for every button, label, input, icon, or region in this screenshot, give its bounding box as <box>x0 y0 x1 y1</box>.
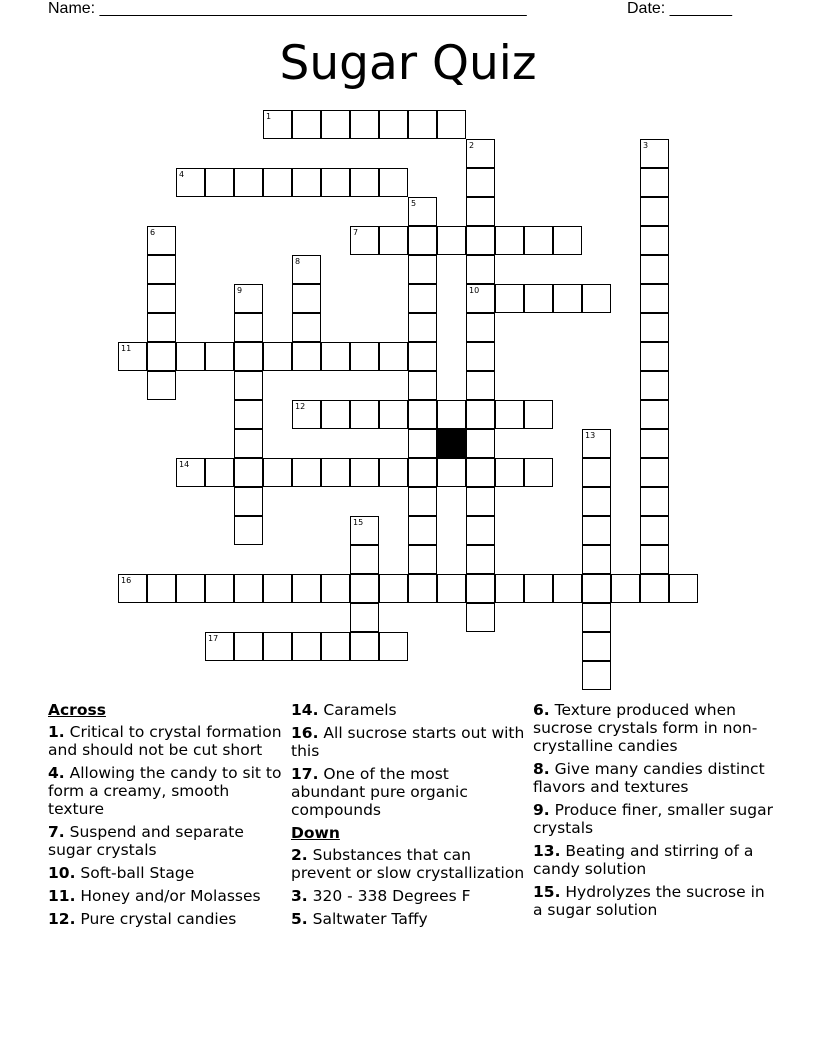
clue-item <box>48 910 284 928</box>
grid-cell[interactable] <box>321 168 350 197</box>
grid-cell[interactable] <box>524 458 553 487</box>
grid-cell[interactable] <box>582 516 611 545</box>
grid-cell[interactable] <box>147 371 176 400</box>
grid-cell[interactable] <box>408 284 437 313</box>
clue-text: Give many candies distinct flavors and textures <box>533 760 765 796</box>
grid-cell[interactable] <box>582 545 611 574</box>
grid-cell[interactable] <box>118 574 147 603</box>
clue-item <box>48 887 284 905</box>
grid-cell[interactable] <box>466 487 495 516</box>
grid-cell[interactable] <box>640 574 669 603</box>
grid-cell[interactable] <box>466 168 495 197</box>
grid-cell[interactable] <box>640 400 669 429</box>
grid-cell[interactable] <box>234 313 263 342</box>
grid-cell[interactable] <box>205 342 234 371</box>
grid-cell[interactable] <box>640 429 669 458</box>
clue-text: Pure crystal candies <box>80 910 237 928</box>
clue-text: All sucrose starts out with this <box>291 724 525 760</box>
grid-cell[interactable] <box>350 168 379 197</box>
grid-cell[interactable] <box>466 603 495 632</box>
grid-cell[interactable] <box>379 226 408 255</box>
clue-label: 9. <box>533 801 550 819</box>
clue-number: 7 <box>353 228 359 237</box>
grid-cell[interactable] <box>292 313 321 342</box>
grid-cell[interactable] <box>379 632 408 661</box>
clue-number: 13 <box>585 431 596 440</box>
grid-cell[interactable] <box>234 400 263 429</box>
grid-cell[interactable] <box>263 110 292 139</box>
grid-cell[interactable] <box>408 487 437 516</box>
grid-cell[interactable] <box>350 342 379 371</box>
clue-item <box>291 724 525 760</box>
grid-cell[interactable] <box>466 226 495 255</box>
clue-number: 2 <box>469 141 475 150</box>
grid-cell[interactable] <box>234 342 263 371</box>
clue-number: 9 <box>237 286 243 295</box>
grid-cell[interactable] <box>408 110 437 139</box>
clue-number: 5 <box>411 199 417 208</box>
clue-label: 14. <box>291 701 319 719</box>
grid-cell[interactable] <box>147 255 176 284</box>
grid-cell[interactable] <box>640 139 669 168</box>
grid-cell[interactable] <box>234 371 263 400</box>
grid-cell[interactable] <box>466 400 495 429</box>
grid-cell[interactable] <box>408 429 437 458</box>
clue-label: 4. <box>48 764 65 782</box>
clue-number: 3 <box>643 141 649 150</box>
grid-cell[interactable] <box>263 574 292 603</box>
grid-cell[interactable] <box>292 284 321 313</box>
clue-item <box>533 701 773 755</box>
grid-cell[interactable] <box>292 168 321 197</box>
grid-cell[interactable] <box>640 371 669 400</box>
grid-cell[interactable] <box>437 458 466 487</box>
grid-cell[interactable] <box>147 574 176 603</box>
clue-label: 2. <box>291 846 308 864</box>
grid-cell[interactable] <box>321 458 350 487</box>
grid-cell[interactable] <box>321 400 350 429</box>
clue-label: 7. <box>48 823 65 841</box>
clue-text: Beating and stirring of a candy solution <box>533 842 754 878</box>
grid-cell[interactable] <box>205 458 234 487</box>
grid-cell[interactable] <box>437 574 466 603</box>
clue-number: 11 <box>121 344 132 353</box>
clue-column-3 <box>533 701 773 924</box>
grid-cell[interactable] <box>379 574 408 603</box>
grid-cell[interactable] <box>350 632 379 661</box>
clue-number: 8 <box>295 257 301 266</box>
grid-cell[interactable] <box>263 632 292 661</box>
clue-item <box>291 765 525 819</box>
grid-cell[interactable] <box>466 313 495 342</box>
clue-label: 8. <box>533 760 550 778</box>
clue-number: 14 <box>179 460 190 469</box>
grid-cell[interactable] <box>669 574 698 603</box>
grid-cell[interactable] <box>582 574 611 603</box>
grid-cell[interactable] <box>292 342 321 371</box>
clue-text: Hydrolyzes the sucrose in a sugar solution <box>533 883 765 919</box>
grid-cell[interactable] <box>147 226 176 255</box>
clue-text: Produce finer, smaller sugar crystals <box>533 801 773 837</box>
grid-cell[interactable] <box>611 574 640 603</box>
grid-cell[interactable] <box>466 574 495 603</box>
clue-item <box>48 723 284 759</box>
clue-text: Saltwater Taffy <box>312 910 428 928</box>
grid-cell[interactable] <box>408 574 437 603</box>
grid-cell[interactable] <box>582 429 611 458</box>
grid-cell[interactable] <box>176 574 205 603</box>
grid-cell[interactable] <box>379 400 408 429</box>
grid-cell[interactable] <box>640 545 669 574</box>
grid-cell[interactable] <box>408 371 437 400</box>
grid-cell[interactable] <box>350 516 379 545</box>
grid-cell[interactable] <box>466 458 495 487</box>
clue-label: 17. <box>291 765 319 783</box>
clue-item <box>48 764 284 818</box>
grid-cell[interactable] <box>379 342 408 371</box>
clue-label: 11. <box>48 887 76 905</box>
grid-cell[interactable] <box>147 342 176 371</box>
clue-number: 17 <box>208 634 219 643</box>
grid-cell[interactable] <box>466 284 495 313</box>
grid-cell[interactable] <box>553 226 582 255</box>
grid-cell[interactable] <box>292 400 321 429</box>
grid-cell[interactable] <box>176 168 205 197</box>
across-heading: Across <box>48 701 106 719</box>
grid-cell[interactable] <box>466 197 495 226</box>
clue-item <box>291 887 525 905</box>
grid-cell[interactable] <box>321 574 350 603</box>
clue-number: 16 <box>121 576 132 585</box>
grid-cell[interactable] <box>408 342 437 371</box>
clue-item <box>291 846 525 882</box>
grid-cell[interactable] <box>582 632 611 661</box>
grid-cell[interactable] <box>234 168 263 197</box>
grid-cell[interactable] <box>524 400 553 429</box>
black-cell <box>437 429 466 458</box>
grid-cell[interactable] <box>495 574 524 603</box>
grid-cell[interactable] <box>379 168 408 197</box>
clue-number: 12 <box>295 402 306 411</box>
grid-cell[interactable] <box>640 458 669 487</box>
date-field[interactable]: Date: _______ <box>627 0 732 17</box>
grid-cell[interactable] <box>292 255 321 284</box>
grid-cell[interactable] <box>379 110 408 139</box>
grid-cell[interactable] <box>408 545 437 574</box>
grid-cell[interactable] <box>234 429 263 458</box>
grid-cell[interactable] <box>263 168 292 197</box>
clue-text: Substances that can prevent or slow crystallization <box>291 846 525 882</box>
grid-cell[interactable] <box>495 284 524 313</box>
clue-item <box>48 823 284 859</box>
clue-number: 6 <box>150 228 156 237</box>
grid-cell[interactable] <box>176 458 205 487</box>
grid-cell[interactable] <box>640 487 669 516</box>
clue-item <box>48 864 284 882</box>
clue-text: Texture produced when sucrose crystals form in non-crystalline candies <box>533 701 758 755</box>
grid-cell[interactable] <box>582 284 611 313</box>
clue-label: 15. <box>533 883 561 901</box>
grid-cell[interactable] <box>205 574 234 603</box>
clue-text: Honey and/or Molasses <box>80 887 261 905</box>
grid-cell[interactable] <box>147 284 176 313</box>
grid-cell[interactable] <box>640 255 669 284</box>
grid-cell[interactable] <box>582 458 611 487</box>
grid-cell[interactable] <box>466 516 495 545</box>
grid-cell[interactable] <box>466 255 495 284</box>
grid-cell[interactable] <box>640 197 669 226</box>
grid-cell[interactable] <box>408 400 437 429</box>
grid-cell[interactable] <box>321 342 350 371</box>
grid-cell[interactable] <box>640 313 669 342</box>
clue-text: Suspend and separate sugar crystals <box>48 823 244 859</box>
clue-number: 15 <box>353 518 364 527</box>
clue-label: 10. <box>48 864 76 882</box>
clue-text: Soft-ball Stage <box>80 864 195 882</box>
grid-cell[interactable] <box>466 342 495 371</box>
clue-item <box>533 883 773 919</box>
grid-cell[interactable] <box>466 371 495 400</box>
grid-cell[interactable] <box>176 342 205 371</box>
grid-cell[interactable] <box>640 342 669 371</box>
grid-cell[interactable] <box>379 458 408 487</box>
clue-column-2 <box>291 701 525 933</box>
clue-column-1 <box>48 701 284 933</box>
grid-cell[interactable] <box>408 516 437 545</box>
grid-cell[interactable] <box>350 545 379 574</box>
page-title: Sugar Quiz <box>279 36 537 91</box>
grid-cell[interactable] <box>408 255 437 284</box>
clue-label: 1. <box>48 723 65 741</box>
clue-item <box>533 842 773 878</box>
grid-cell[interactable] <box>350 574 379 603</box>
grid-cell[interactable] <box>640 168 669 197</box>
clue-item <box>533 801 773 837</box>
grid-cell[interactable] <box>205 168 234 197</box>
grid-cell[interactable] <box>495 458 524 487</box>
clue-label: 6. <box>533 701 550 719</box>
down-heading: Down <box>291 824 340 842</box>
grid-cell[interactable] <box>437 226 466 255</box>
clue-text: One of the most abundant pure organic compounds <box>291 765 468 819</box>
grid-cell[interactable] <box>408 458 437 487</box>
clue-number: 1 <box>266 112 272 121</box>
grid-cell[interactable] <box>263 458 292 487</box>
clue-text: Caramels <box>323 701 397 719</box>
clue-label: 5. <box>291 910 308 928</box>
clue-number: 10 <box>469 286 480 295</box>
clue-text: Allowing the candy to sit to form a creamy, smooth texture <box>48 764 282 818</box>
grid-cell[interactable] <box>147 313 176 342</box>
grid-cell[interactable] <box>292 458 321 487</box>
grid-cell[interactable] <box>234 284 263 313</box>
grid-cell[interactable] <box>582 487 611 516</box>
grid-cell[interactable] <box>263 342 292 371</box>
grid-cell[interactable] <box>408 197 437 226</box>
grid-cell[interactable] <box>495 400 524 429</box>
grid-cell[interactable] <box>553 574 582 603</box>
grid-cell[interactable] <box>408 226 437 255</box>
grid-cell[interactable] <box>466 139 495 168</box>
grid-cell[interactable] <box>466 429 495 458</box>
grid-cell[interactable] <box>495 226 524 255</box>
grid-cell[interactable] <box>408 313 437 342</box>
grid-cell[interactable] <box>640 226 669 255</box>
grid-cell[interactable] <box>350 226 379 255</box>
grid-cell[interactable] <box>234 516 263 545</box>
grid-cell[interactable] <box>640 284 669 313</box>
grid-cell[interactable] <box>234 458 263 487</box>
grid-cell[interactable] <box>350 458 379 487</box>
grid-cell[interactable] <box>437 110 466 139</box>
grid-cell[interactable] <box>118 342 147 371</box>
grid-cell[interactable] <box>234 632 263 661</box>
grid-cell[interactable] <box>524 226 553 255</box>
grid-cell[interactable] <box>350 603 379 632</box>
grid-cell[interactable] <box>292 110 321 139</box>
grid-cell[interactable] <box>234 487 263 516</box>
grid-cell[interactable] <box>205 632 234 661</box>
grid-cell[interactable] <box>350 110 379 139</box>
grid-cell[interactable] <box>524 574 553 603</box>
grid-cell[interactable] <box>582 661 611 690</box>
clue-number: 4 <box>179 170 185 179</box>
grid-cell[interactable] <box>466 545 495 574</box>
clue-label: 13. <box>533 842 561 860</box>
grid-cell[interactable] <box>292 632 321 661</box>
clue-label: 16. <box>291 724 319 742</box>
name-field[interactable]: Name: ________________________________________________ <box>48 0 527 17</box>
clue-item <box>533 760 773 796</box>
grid-cell[interactable] <box>292 574 321 603</box>
grid-cell[interactable] <box>321 110 350 139</box>
grid-cell[interactable] <box>350 400 379 429</box>
grid-cell[interactable] <box>437 400 466 429</box>
grid-cell[interactable] <box>524 284 553 313</box>
clue-item <box>291 910 525 928</box>
grid-cell[interactable] <box>640 516 669 545</box>
clue-text: Critical to crystal formation and should not be cut short <box>48 723 282 759</box>
grid-cell[interactable] <box>321 632 350 661</box>
grid-cell[interactable] <box>582 603 611 632</box>
grid-cell[interactable] <box>553 284 582 313</box>
clue-label: 12. <box>48 910 76 928</box>
clue-label: 3. <box>291 887 308 905</box>
clue-text: 320 - 338 Degrees F <box>312 887 471 905</box>
grid-cell[interactable] <box>234 574 263 603</box>
clue-item <box>291 701 525 719</box>
